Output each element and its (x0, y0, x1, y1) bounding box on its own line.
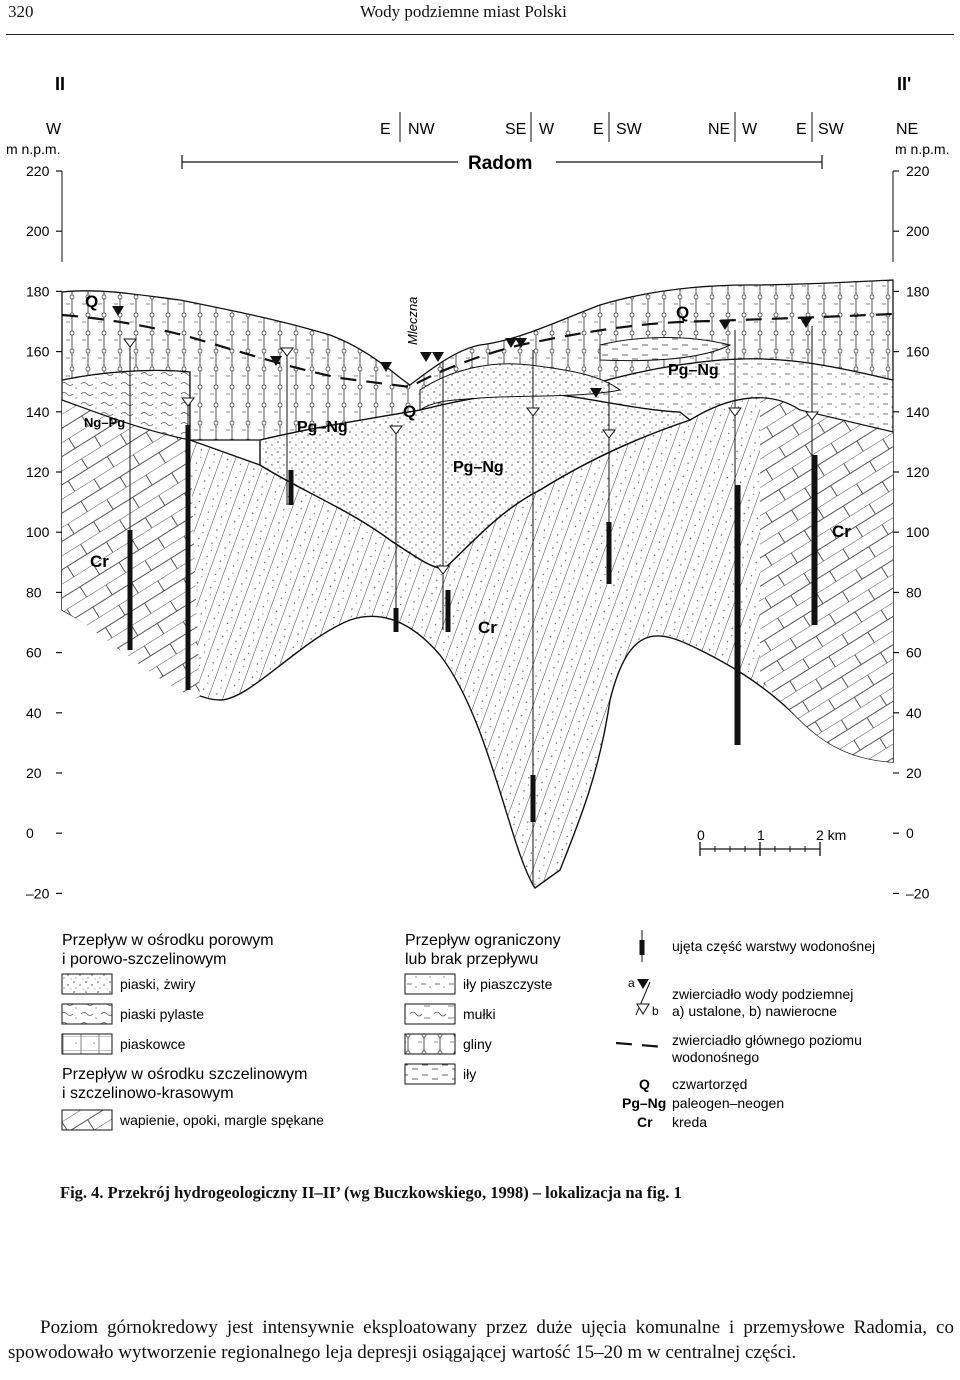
axis-tick-label: 160 (26, 343, 50, 360)
axis-tick-label: 0 (906, 825, 914, 842)
direction-markers (380, 112, 845, 142)
unit-label-q: Q (403, 402, 417, 421)
axis-tick-label: –20 (906, 885, 930, 902)
axis-tick-label: 200 (26, 223, 50, 240)
legend-strat-code: Q (639, 1076, 650, 1092)
legend-main-level-label-1: zwierciadło głównego poziomu (672, 1032, 862, 1048)
axis-tick-label: 220 (906, 163, 930, 179)
legend-water-table-label-1: zwierciadło wody podziemnej (672, 986, 854, 1002)
axis-tick-label: 0 (26, 825, 34, 842)
legend-swatch-clay (405, 1064, 455, 1084)
scale-tick-label: 1 (757, 827, 765, 843)
legend-water-table-a: a (628, 976, 635, 990)
right-direction-label: NE (896, 121, 919, 138)
legend-swatch-sandy-clay (405, 974, 455, 994)
legend-item-label: piaski pylaste (120, 1006, 205, 1022)
unit-label-pg-ng: Pg–Ng (297, 419, 348, 436)
axis-tick-label: 80 (906, 584, 922, 601)
cretaceous-limestone-right (760, 395, 893, 762)
direction-pair-4-left: NE (708, 121, 731, 138)
axis-tick-label: 200 (906, 223, 930, 240)
legend-strat-name: kreda (672, 1114, 708, 1130)
right-axis-unit: m n.p.m. (895, 141, 950, 157)
body-paragraph: Poziom górnokredowy jest intensywnie eksploatowany przez duże ujęcia komunalne i przemysłowe Radomia, co spowodowało wytworzenie regionalnego leja depresji osiągającej wartość 15–20 m w centralnej części. (8, 1317, 954, 1363)
direction-pair-5-left: E (796, 121, 807, 138)
left-axis-unit: m n.p.m. (6, 141, 61, 157)
legend-fissured-title-1: Przepływ w ośrodku szczelinowym (62, 1066, 308, 1083)
axis-tick-label: –20 (26, 885, 50, 902)
axis-tick-label: 220 (26, 163, 50, 179)
axis-tick-label: 180 (906, 283, 930, 300)
unit-label-q: Q (676, 303, 690, 322)
legend-water-table-label-2: a) ustalone, b) nawierocne (672, 1003, 837, 1019)
legend-strat-name: paleogen–neogen (672, 1095, 785, 1111)
city-extent (182, 153, 822, 174)
legend-water-table-symbol (628, 976, 659, 1018)
axis-tick-label: 100 (906, 524, 930, 541)
axis-tick-label: 120 (26, 464, 50, 480)
legend-item-label: piaskowce (120, 1036, 186, 1052)
section-label-right: II' (897, 74, 912, 94)
direction-pair-1-right: NW (408, 121, 435, 138)
legend-limited-title-1: Przepływ ograniczony (405, 932, 561, 949)
axis-tick-label: 80 (26, 584, 42, 601)
scale-tick-label: 2 km (816, 827, 847, 843)
legend-item-label: iły piaszczyste (463, 976, 553, 992)
unit-label-q: Q (85, 292, 99, 311)
direction-pair-1-left: E (380, 121, 391, 138)
legend-swatch-till (405, 1034, 455, 1054)
axis-tick-label: 100 (26, 524, 50, 541)
legend-strat-name: czwartorzęd (672, 1076, 748, 1092)
legend-porous-title-1: Przepływ w ośrodku porowym (62, 932, 274, 949)
legend-swatch-limestone (62, 1110, 112, 1130)
axis-tick-label: 20 (26, 765, 42, 781)
legend-swatch-silty-sand (62, 1004, 112, 1024)
figure-caption: Fig. 4. Przekrój hydrogeologiczny II–II’ (wg Buczkowskiego, 1998) – lokalizacja na fig. 1 (60, 1183, 682, 1202)
legend-item-label: piaski, żwiry (120, 976, 196, 992)
axis-tick-label: 60 (26, 644, 42, 661)
legend-strat-code: Cr (637, 1114, 653, 1130)
legend (62, 930, 875, 1130)
legend-swatch-silt (405, 1004, 455, 1024)
city-label: Radom (468, 153, 533, 174)
legend-main-level-symbol (616, 1043, 664, 1047)
left-direction-label: W (46, 121, 62, 138)
legend-item-label: wapienie, opoki, margle spękane (120, 1112, 324, 1128)
axis-tick-label: 20 (906, 765, 922, 781)
legend-fissured-title-2: i szczelinowo-krasowym (62, 1085, 234, 1102)
legend-item-label: gliny (463, 1036, 492, 1052)
axis-tick-label: 160 (906, 343, 930, 360)
page-number: 320 (8, 2, 34, 21)
legend-item-label: iły (463, 1066, 477, 1082)
legend-main-level-label-2: wodonośnego (672, 1049, 760, 1065)
direction-pair-4-right: W (742, 121, 758, 138)
legend-water-table-b: b (652, 1004, 659, 1018)
scale-bar (697, 827, 846, 856)
hydrogeological-cross-section-figure (0, 40, 960, 1140)
axis-tick-label: 40 (906, 704, 922, 721)
legend-swatch-sand-gravel (62, 974, 112, 994)
unit-label-ng-pg: Ng–Pg (84, 415, 126, 430)
running-title: Wody podziemne miast Polski (360, 2, 567, 21)
unit-label-pg-ng: Pg–Ng (453, 459, 504, 476)
axis-tick-label: 60 (906, 644, 922, 661)
legend-limited-title-2: lub brak przepływu (405, 951, 539, 968)
page-header (0, 0, 960, 32)
axis-tick-label: 40 (26, 704, 42, 721)
axis-tick-label: 180 (26, 283, 50, 300)
river-label: Mleczna (405, 296, 420, 345)
section-label-left: II (55, 74, 66, 94)
legend-swatch-sandstone (62, 1034, 112, 1054)
unit-label-cr: Cr (832, 522, 851, 541)
direction-pair-2-right: W (539, 121, 555, 138)
direction-pair-3-left: E (593, 121, 604, 138)
legend-item-label: mułki (463, 1006, 496, 1022)
scale-tick-label: 0 (697, 827, 705, 843)
direction-pair-3-right: SW (616, 121, 642, 138)
axis-tick-label: 140 (26, 403, 50, 420)
legend-porous-title-2: i porowo-szczelinowym (62, 951, 227, 968)
legend-strat-code: Pg–Ng (622, 1095, 667, 1111)
header-rule (6, 34, 954, 35)
legend-screen-label: ujęta część warstwy wodonośnej (672, 938, 876, 954)
direction-pair-5-right: SW (818, 121, 844, 138)
axis-tick-label: 120 (906, 464, 930, 480)
direction-pair-2-left: SE (505, 121, 527, 138)
unit-label-pg-ng: Pg–Ng (668, 362, 719, 379)
unit-label-cr: Cr (478, 618, 497, 637)
unit-label-cr: Cr (90, 552, 109, 571)
axis-tick-label: 140 (906, 403, 930, 420)
